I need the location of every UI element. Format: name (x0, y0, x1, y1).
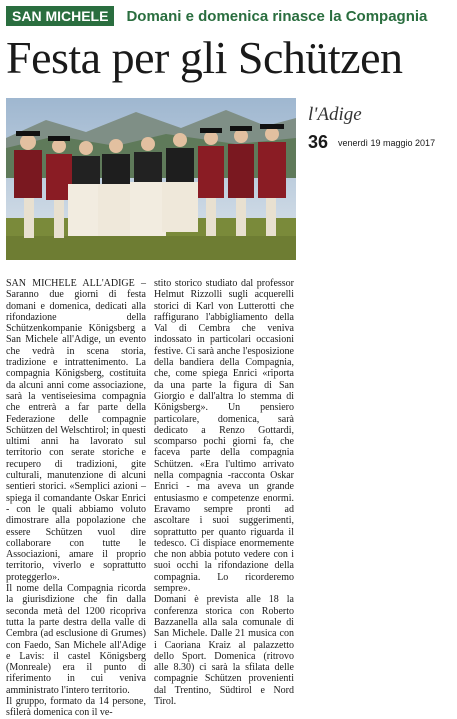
headline: Festa per gli Schützen (6, 32, 403, 83)
group-photo (6, 98, 296, 260)
page-number: 36 (308, 132, 329, 152)
newspaper-name: l'Adige (308, 104, 362, 125)
section-kicker: SAN MICHELE (6, 6, 114, 26)
subheadline: Domani e domenica rinasce la Compagnia (126, 7, 428, 25)
group-photo-schutzen-icon (6, 98, 296, 260)
article-column-1 (6, 278, 146, 719)
article-paragraph: SAN MICHELE ALL'ADIGE – Saranno due giorni di festa domani e domenica, dedicati alla rifondazione della Schützenkompanie Königsberg a San Michele all'Adige, un evento che vedrà in scena storia, tradizione e intrattenimento. La compagnia Königsberg, costituita da alcuni anni come associazione, sarà la ventiseiesima compagnia che entrerà a far parte della Federazione delle compagnie Schützen del Welschtirol; in questi ultimi anni ha lavorato sul territorio con serate storiche e recupero di tradizioni, gite culturali, manutenzione di alcuni sentieri storici. «Semplici azioni – spiega il comandante Oskar Enrici - con le quali abbiamo voluto dimostrare alla popolazione che essere Schützen vuol dire collaborare con tutte le Associazioni, amare il proprio territorio, viverlo e soprattutto proteggerlo». (6, 278, 146, 583)
article-paragraph: Il gruppo, formato da 14 persone, sfilerà domenica con il ve- (6, 695, 146, 719)
header-bar (6, 6, 451, 26)
article-paragraph: Domani è prevista alle 18 la conferenza storica con Roberto Bazzanella alla sala comunale di San Michele. Dalle 21 musica con i Caoriana Kraiz al palazzetto dello Sport. Domenica (ritrovo alle 8.30) ci sarà la sfilata delle compagnie Schützen provenienti dal Trentino, Südtirol e Nord Tirol. (154, 594, 294, 707)
article-column-2 (154, 278, 294, 707)
article-paragraph: stito storico studiato dal professor Helmut Rizzolli sugli acquerelli storici di Karl von Lutterotti che raffigurano l'abbigliamento della Val di Cembra che veniva indossato in particolari occasioni festive. Ci sarà anche l'esposizione della bandiera della Compagnia, che, come spiega Enrici «riporta da una parte la figura di San Giorgio e dall'altra lo stemma di Königsberg». Un pensiero particolare, domenica, sarà dedicato a Renzo Gottardi, scomparso pochi giorni fa, che faceva parte della compagnia Schützen. «Era l'ultimo arrivato nella compagnia -racconta Oskar Enrici - ma aveva un grande entusiasmo e competenze enormi. Eravamo sempre pronti ad ascoltare i suoi suggerimenti, soprattutto per quanto riguarda il tedesco. Ci dispiace enormemente che non abbia potuto vedere con i suoi occhi la rifondazione della compagnia. Lo ricorderemo sempre». (154, 278, 294, 595)
article-paragraph: Il nome della Compagnia ricorda la giurisdizione che fin dalla seconda metà del 1200 ricopriva tutta la parte destra della valle di Cembra (ad esclusione di Grumes) con Faedo, San Michele all'Adige e Lavis: il castel Königsberg (Monreale) era il punto di riferimento in cui veniva amministrato l'intero territorio. (6, 583, 146, 696)
issue-date: venerdì 19 maggio 2017 (338, 138, 436, 148)
